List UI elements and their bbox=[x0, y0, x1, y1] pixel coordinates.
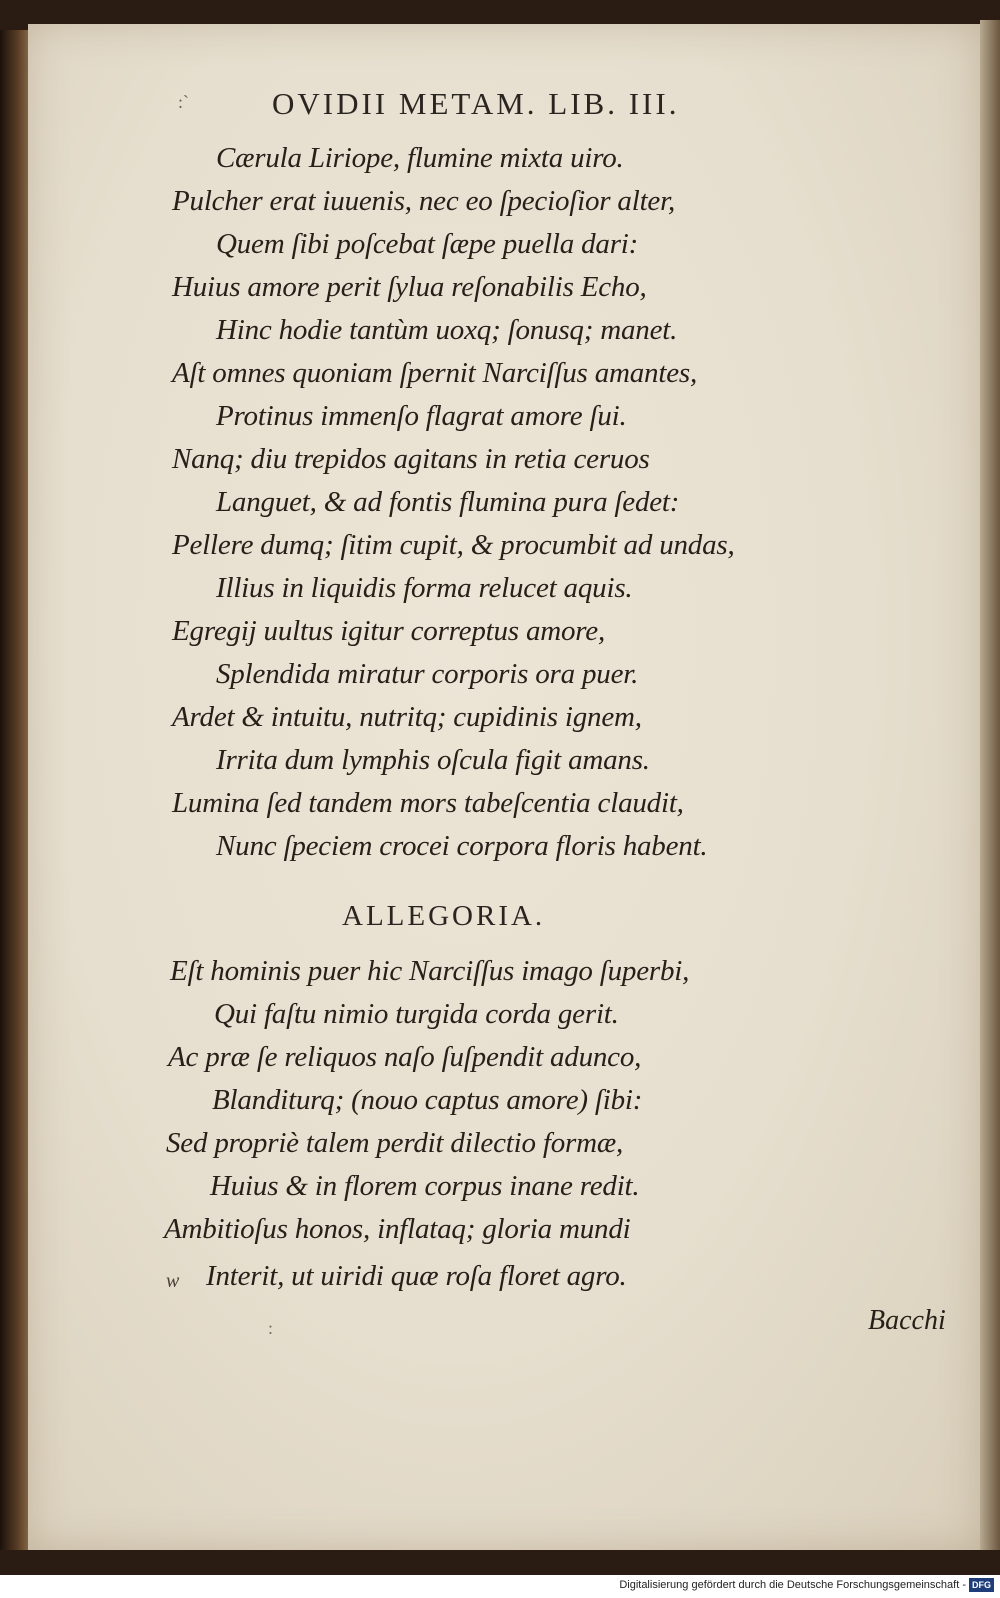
dfg-logo: DFG bbox=[969, 1578, 994, 1592]
verse-line: Irrita dum lymphis oſcula figit amans. bbox=[216, 744, 650, 776]
verse-line: Languet, & ad fontis flumina pura ſedet: bbox=[216, 486, 680, 518]
verse-line: Nunc ſpeciem crocei corpora floris habent. bbox=[216, 830, 708, 862]
verse-line: Aſt omnes quoniam ſpernit Narciſſus amantes, bbox=[172, 357, 697, 389]
verse-line: Protinus immenſo flagrat amore ſui. bbox=[216, 400, 627, 432]
margin-note: w bbox=[166, 1270, 180, 1292]
verse-line: Lumina ſed tandem mors tabeſcentia claudit, bbox=[172, 787, 684, 819]
verse-line: Illius in liquidis forma relucet aquis. bbox=[216, 572, 633, 604]
allegoria-line: Sed propriè talem perdit dilectio formæ, bbox=[166, 1127, 624, 1159]
allegoria-line: Ambitioſus honos, inflataq; gloria mundi bbox=[164, 1213, 631, 1245]
page-fore-edge bbox=[980, 20, 1000, 1550]
book-binding-edge bbox=[0, 30, 30, 1550]
allegoria-line: Interit, ut uiridi quæ roſa floret agro. bbox=[206, 1260, 627, 1292]
allegoria-line: Huius & in florem corpus inane redit. bbox=[210, 1170, 640, 1202]
verse-line: Quem ſibi poſcebat ſæpe puella dari: bbox=[216, 228, 639, 260]
verse-line: Pellere dumq; ſitim cupit, & procumbit ad undas, bbox=[172, 529, 735, 561]
allegoria-line: Blanditurq; (nouo captus amore) ſibi: bbox=[212, 1084, 643, 1116]
allegoria-line: Ac præ ſe reliquos naſo ſuſpendit adunco, bbox=[168, 1041, 642, 1073]
verse-line: Huius amore perit ſylua reſonabilis Echo, bbox=[172, 271, 647, 303]
footer-credit: Digitalisierung gefördert durch die Deutsche Forschungsgemeinschaft - bbox=[619, 1579, 966, 1591]
allegoria-line: Qui faſtu nimio turgida corda gerit. bbox=[214, 998, 619, 1030]
section-title: ALLEGORIA. bbox=[342, 900, 546, 932]
verse-line: Cærula Liriope, flumine mixta uiro. bbox=[216, 142, 624, 174]
verse-line: Hinc hodie tantùm uoxq; ſonusq; manet. bbox=[216, 314, 678, 346]
verse-line: Nanq; diu trepidos agitans in retia ceruos bbox=[172, 443, 650, 475]
allegoria-line: Eſt hominis puer hic Narciſſus imago ſuperbi, bbox=[170, 955, 690, 987]
catchword: Bacchi bbox=[868, 1305, 946, 1336]
verse-line: Ardet & intuitu, nutritq; cupidinis ignem, bbox=[172, 701, 642, 733]
verse-line: Splendida miratur corporis ora puer. bbox=[216, 658, 639, 690]
head-ornament-mark: :` bbox=[178, 92, 189, 112]
verse-line: Pulcher erat iuuenis, nec eo ſpecioſior alter, bbox=[172, 185, 676, 217]
verse-line: Egregij uultus igitur correptus amore, bbox=[172, 615, 606, 647]
page-specks: : bbox=[268, 1318, 274, 1338]
running-head: OVIDII METAM. LIB. III. bbox=[272, 86, 680, 121]
